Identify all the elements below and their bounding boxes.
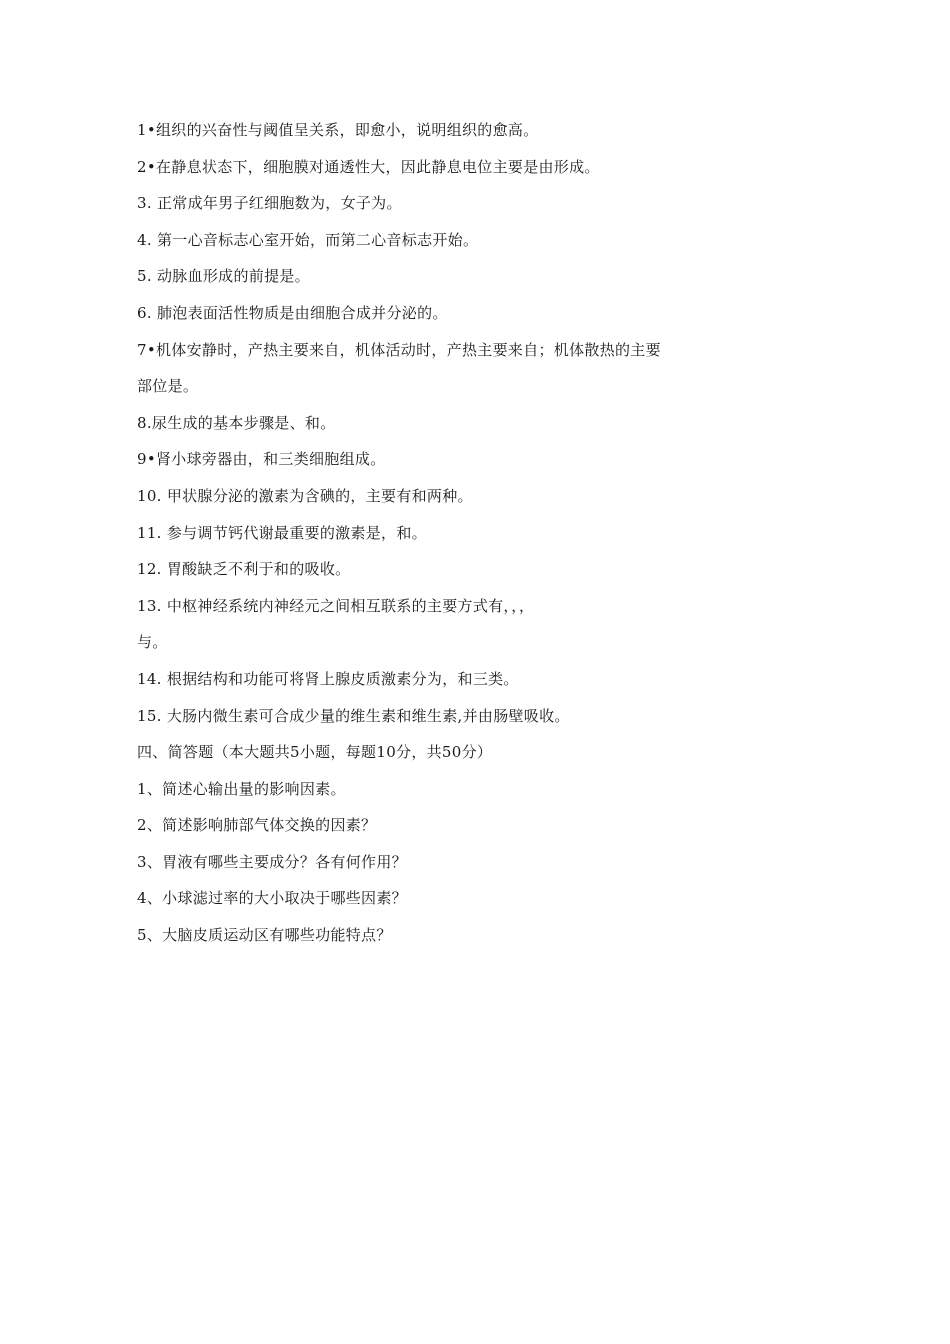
short-answer-5: 5、大脑皮质运动区有哪些功能特点？	[137, 926, 392, 945]
fill-question-6: 6. 肺泡表面活性物质是由细胞合成并分泌的。	[137, 303, 448, 322]
fill-question-3: 3. 正常成年男子红细胞数为，女子为。	[137, 194, 402, 213]
fill-question-5: 5. 动脉血形成的前提是。	[137, 267, 310, 286]
fill-question-11: 11. 参与调节钙代谢最重要的激素是，和。	[137, 523, 427, 542]
fill-question-2: 2•在静息状态下，细胞膜对通透性大，因此静息电位主要是由形成。	[137, 157, 600, 176]
short-answer-2: 2、简述影响肺部气体交换的因素？	[137, 816, 377, 835]
fill-question-12: 12. 胃酸缺乏不利于和的吸收。	[137, 560, 351, 579]
fill-question-13-continued: 与。	[137, 633, 168, 652]
document-body	[137, 112, 757, 954]
fill-question-7-continued: 部位是。	[137, 377, 199, 396]
fill-question-13: 13. 中枢神经系统内神经元之间相互联系的主要方式有，，，	[137, 596, 535, 615]
fill-question-8: 8.尿生成的基本步骤是、和。	[137, 413, 336, 432]
short-answer-4: 4、小球滤过率的大小取决于哪些因素？	[137, 889, 407, 908]
fill-question-1: 1•组织的兴奋性与阈值呈关系，即愈小，说明组织的愈高。	[137, 121, 539, 139]
fill-question-7: 7•机体安静时，产热主要来自，机体活动时，产热主要来自；机体散热的主要	[137, 340, 661, 359]
fill-question-9: 9•肾小球旁器由，和三类细胞组成。	[137, 450, 386, 469]
fill-question-10: 10. 甲状腺分泌的激素为含碘的，主要有和两种。	[137, 486, 473, 505]
short-answer-3: 3、胃液有哪些主要成分？各有何作用？	[137, 852, 407, 871]
section-heading: 四、简答题（本大题共5小题，每题10分，共50分）	[137, 743, 493, 762]
short-answer-1: 1、简述心输出量的影响因素。	[137, 779, 346, 798]
fill-question-15: 15. 大肠内微生素可合成少量的维生素和维生素,并由肠壁吸收。	[137, 706, 570, 725]
fill-question-4: 4. 第一心音标志心室开始，而第二心音标志开始。	[137, 230, 479, 249]
fill-question-14: 14. 根据结构和功能可将肾上腺皮质激素分为，和三类。	[137, 669, 519, 688]
